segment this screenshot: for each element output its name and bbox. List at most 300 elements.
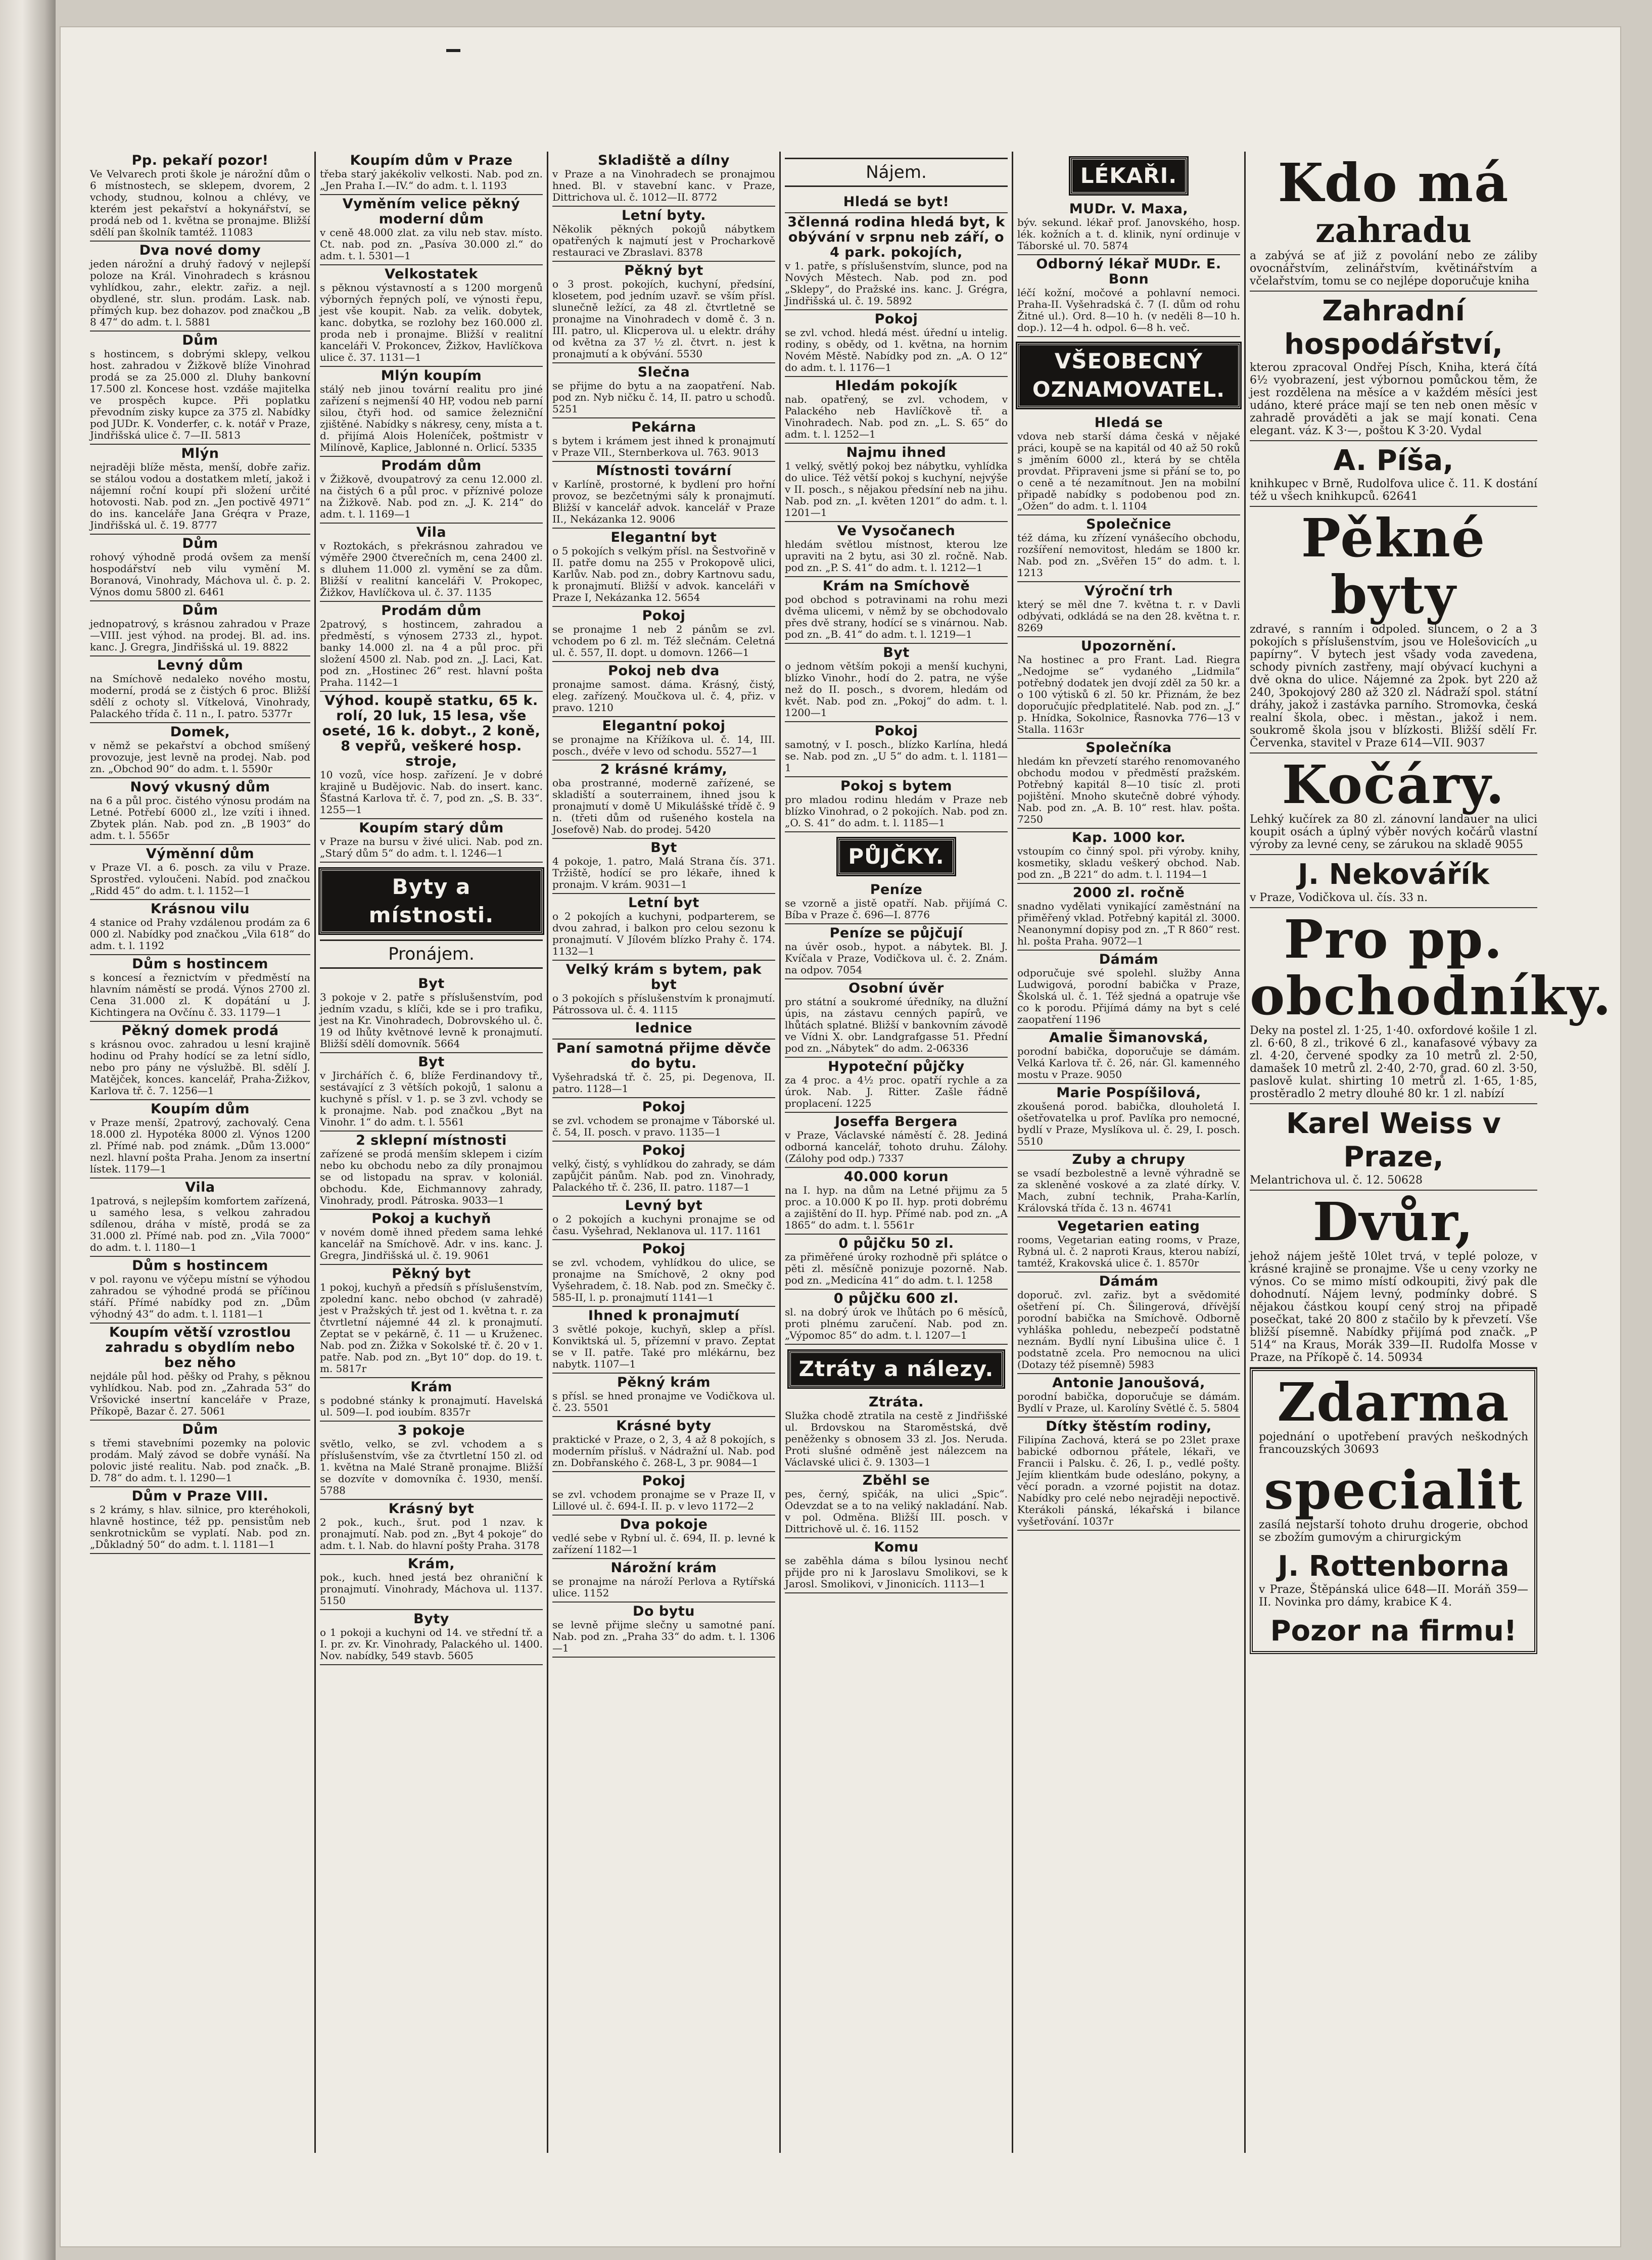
classified-ad <box>1017 739 1240 829</box>
ad-headline: Dům <box>182 1422 218 1437</box>
classified-ad <box>90 845 310 900</box>
ad-body: hledám světlou místnost, kterou lze upraviti na 2 bytu, asi 30 zl. ročně. Nab. pod zn. „P. S. 41“ do adm. t. l. 1212—1 <box>785 538 1008 574</box>
ad-headline: Pokoj neb dva <box>608 663 720 679</box>
ad-headline: Mlýn <box>181 446 219 461</box>
section-header-byty <box>320 869 543 933</box>
ad-headline: Karel Weiss v Praze, <box>1286 1107 1501 1173</box>
column-4-ads <box>785 193 1008 1593</box>
classified-ad <box>552 717 775 761</box>
ad-body: se levně přijme slečny u samotné paní. Nab. pod zn. „Praha 33“ do adm. t. l. 1306—1 <box>552 1619 775 1654</box>
classified-ad <box>552 152 775 207</box>
classified-ad <box>320 195 543 265</box>
classified-ad <box>1017 515 1240 582</box>
ad-body: 2 pok., kuch., šrut. pod 1 nzav. k pronajmutí. Nab. pod zn. „Byt 4 pokoje“ do adm. t. l. Nab. do hlavní pošty Praha. 3178 <box>320 1516 543 1551</box>
classified-ad <box>320 265 543 367</box>
ad-body: kterou zpracoval Ondřej Písch, Kniha, která čítá 6½ vyobrazení, jest výbornou pomůckou těm, že jest rozdělena na měsíce a v každém měsíci jest udáno, které práce mají se ten neb onen měsíc v zahradě prováděti a jak se mají konati. Cena elegant. váz. K 3·—, poštou K 3·20. Vydal <box>1250 361 1537 437</box>
ad-body: v ceně 48.000 zlat. za vilu neb stav. místo. Ct. nab. pod zn. „Pasíva 30.000 zl.“ do adm. t. l. 5301—1 <box>320 226 543 262</box>
ad-headline: Pěkný byt <box>392 1266 471 1282</box>
ad-body: se pronajme na nároží Perlova a Rytířská ulice. 1152 <box>552 1575 775 1599</box>
ad-body: na Smíchově nedaleko nového mostu, moderní, prodá se z čistých 6 proc. Bližší sdělí z ochoty sl. Vítkelová, Vinohrady, Palackého třída č. 11 n., I. patro. 5377r <box>90 673 310 720</box>
ad-headline: Pokoj <box>642 1143 686 1158</box>
ad-headline: Slečna <box>637 364 690 380</box>
classified-ad <box>90 1100 310 1179</box>
classified-ad <box>1017 1084 1240 1151</box>
ad-body: se vzorně a jistě opatří. Nab. přijímá C. Bíba v Praze č. 696—I. 8776 <box>785 897 1008 921</box>
ad-headline: Hledám pokojík <box>835 378 958 394</box>
ad-headline: Dům s hostincem <box>132 956 268 972</box>
ad-headline: J. Nekovářík <box>1297 858 1489 891</box>
ad-headline: Krám, <box>407 1556 455 1572</box>
ad-headline: Nový vkusný dům <box>130 779 270 795</box>
section-header-lekari <box>1017 158 1240 194</box>
ad-headline: Najmu ihned <box>846 445 947 460</box>
classified-ad <box>785 1393 1008 1472</box>
ad-body: v novém domě ihned předem sama lehké kancelář na Smíchově. Adr. v ins. kanc. J. Gregra, Jindřišská ul. č. 19. 9061 <box>320 1226 543 1261</box>
ad-body: 3 pokoje v 2. patře s příslušenstvím, pod jedním vzadu, s klíči, kde se i pro trafiku, jest na Kr. Vinohradech, Dobrovského ul. č. 19 od lhůty květnové levně k pronajmutí. Bližší sdělí domovník. 5664 <box>320 991 543 1050</box>
ad-headline: 0 půjčku 50 zl. <box>838 1236 954 1251</box>
ad-headline: Nárožní krám <box>610 1560 717 1576</box>
ad-body: 2patrový, s hostincem, zahradou a předměstí, s výnosem 2733 zl., hypot. banky 14.000 zl. na 4 a půl proc. při složení 4500 zl. Nab. pod zn. „J. Laci, Kat. pod zn. „Hostinec 26“ rest. hlavní pošta Praha. 1142—1 <box>320 618 543 688</box>
ad-headline: Zdarma <box>1277 1371 1510 1433</box>
ad-headline: Peníze <box>870 882 923 898</box>
ad-body: pes, černý, spičák, na ulici „Spic“. Odevzdat se a to na veliký nakladání. Nab. v pol. Odměna. Bližší III. posch. v Dittrichově ul. č. 16. 1152 <box>785 1488 1008 1535</box>
ad-headline: Kap. 1000 kor. <box>1071 830 1186 845</box>
ad-body: zasílá nejstarší tohoto druhu drogerie, obchod se zbožím gumovým a chirurgickým <box>1259 1519 1528 1544</box>
ad-body: o 1 pokoji a kuchyni od 14. ve střední tř. a I. pr. zv. Kr. Vinohrady, Palackého ul. 1400. Nov. nabídky, 549 stavb. 5605 <box>320 1626 543 1662</box>
display-ad <box>1250 754 1537 855</box>
classified-ad <box>552 1098 775 1142</box>
ad-body: nejdále půl hod. pěšky od Prahy, s pěknou vyhlídkou. Nab. pod zn. „Zahrada 53“ do Vršovické insertní kanceláře v Praze, Příkopě, Bazar č. 27. 5061 <box>90 1370 310 1417</box>
classified-ad <box>1017 637 1240 739</box>
ad-body: v němž se pekařství a obchod smíšený provozuje, jest levně na prodej. Nab. pod zn. „Obchod 90“ do adm. t. l. 5590r <box>90 739 310 775</box>
ad-body: Filipína Zachová, která se po 23let praxe babické odbornou přátele, lékaři, ve Francii i Palsku. č. 26, I. p., vedlé pošty. Jejím klientkám bude odesláno, pokyny, a věcí poradn. a vzorné pojistit na dotaz. Nabídky pro celé nebo nejraději nepoctivě. Kterákoli pánská, lékařská i bilance vyšetřování. 1037r <box>1017 1434 1240 1527</box>
column-5 <box>1013 152 1246 2153</box>
section-title: PŮJČKY. <box>838 838 954 875</box>
ad-headline: Byty <box>413 1611 449 1627</box>
classified-ad <box>1017 1418 1240 1531</box>
ad-body: v Praze VI. a 6. posch. za vilu v Praze. Sprostřed. vyloučeni. Nabíd. pod značkou „Ridd 45“ do adm. t. l. 1152—1 <box>90 861 310 897</box>
column-3 <box>548 152 781 2153</box>
ad-body: Melantrichova ul. č. 12. 50628 <box>1250 1174 1423 1187</box>
ad-headline: Antonie Janoušová, <box>1052 1375 1205 1391</box>
ad-headline: Pp. pekaří pozor! <box>131 153 269 168</box>
ad-headline: Domek, <box>170 724 230 740</box>
classified-ad <box>552 761 775 839</box>
classified-ad <box>785 1472 1008 1538</box>
ad-body: v Praze na bursu v živé ulici. Nab. pod zn. „Starý dům 5“ do adm. t. l. 1246—1 <box>320 835 543 859</box>
classified-ad <box>320 1132 543 1210</box>
ad-body: vstoupím co činný spol. při výroby. knihy, kosmetiky, skladu veškerý obchod. Nab. pod zn. „B 221“ do adm. t. l. 1194—1 <box>1017 845 1240 880</box>
ad-body: jednopatrový, s krásnou zahradou v Praze—VIII. jest výhod. na prodej. Bl. ad. ins. kanc. J. Gregra, Jindřišská ul. 19. 8822 <box>90 618 310 653</box>
ad-headline: Pokoj <box>642 1473 686 1489</box>
ad-body: Vyšehradská tř. č. 25, pi. Degenova, II. patro. 1128—1 <box>552 1071 775 1095</box>
ad-body: rohový výhodně prodá ovšem za menší hospodářství neb vilu vymění M. Boranová, Vinohrady, Máchova ul. č. p. 2. Výnos domu 5800 zl. 6461 <box>90 551 310 598</box>
classified-ad <box>552 418 775 462</box>
classified-ad <box>1017 829 1240 884</box>
ad-headline: Letní byt <box>628 895 699 911</box>
ad-body: o 3 prost. pokojích, kuchyní, předsíní, klosetem, pod jedním uzavř. se vším přísl. slunečně ležící, za 48 zl. čtvrtletně se pronajme na Vinohradech v domě č. 3 n. III. patro, ul. Klicperova ul. u elektr. dráhy od května za 37 ½ zl. čtvrt. n. jest k pronajmutí a k obývání. 5530 <box>552 278 775 360</box>
ad-headline: A. Píša, <box>1333 444 1454 477</box>
section-title: Byty a místnosti. <box>320 869 543 933</box>
ad-body: se zvl. vchodem pronajme se v Praze II, v Lillové ul. č. 694-I. II. p. v levo 1172—2 <box>552 1488 775 1512</box>
ad-body: vdova neb starší dáma česká v nějaké práci, koupě se na kapitál od 40 až 50 roků s jměním 6000 zl., která by se chtěla provdat. Připraveni jsme si přání se to, po o ceně a té nezamítnout. Jen na mobilní připadě nabídky s podobenou pod zn. „Ožen“ do adm. t. l. 1104 <box>1017 430 1240 512</box>
display-ad <box>1250 1612 1537 1654</box>
classified-ad <box>320 1610 543 1665</box>
ad-headline: Velký krám s bytem, pak byt <box>565 962 762 993</box>
ad-body: 4 pokoje, 1. patro, Malá Strana čís. 371. Tržiště, hodící se pro lékaře, ihned k pronajm. V krám. 9031—1 <box>552 855 775 890</box>
ad-body: snadno vydělati vynikající zaměstnání na přiměřený vklad. Potřebný kapitál zl. 3000. Neanonymní dopisy pod zn. „T R 860“ rest. hl. pošta Praha. 9072—1 <box>1017 900 1240 947</box>
section-title: Ztráty a nálezy. <box>789 1351 1004 1387</box>
ad-headline: Vila <box>185 1180 215 1195</box>
ad-body: se zaběhla dáma s bílou lysinou nechť přijde pro ni k Jaroslavu Smolikovi, se k Jarosl. Smolikovi, v Jinonicích. 1113—1 <box>785 1555 1008 1590</box>
classified-ad <box>90 332 310 445</box>
ad-headline: Dámám <box>1099 952 1159 967</box>
ad-headline: Byt <box>418 1054 445 1070</box>
ad-headline: Místnosti tovární <box>596 463 732 479</box>
ad-body: světlo, velko, se zvl. vchodem a s příslušenstvím, vše za čtvrtletní 150 zl. od 1. května na Malé Straně pronajme. Bližší se dozvíte v domovníka č. 1930, menší. 5788 <box>320 1438 543 1496</box>
classified-ad <box>1017 1374 1240 1418</box>
ad-body: se pronajme 1 neb 2 pánům se zvl. vchodem po 6 zl. m. Též slečnám. Celetná ul. č. 557, II. dopt. u domovn. 1266—1 <box>552 623 775 658</box>
ad-headline: Dva pokoje <box>620 1517 708 1532</box>
ad-headline: Krám na Smíchově <box>822 578 970 594</box>
classified-ad <box>785 838 1008 875</box>
ad-headline: 0 půjčku 600 zl. <box>833 1291 959 1306</box>
ad-body: v Praze, Vodičkova ul. čís. 33 n. <box>1250 891 1428 904</box>
classified-ad <box>552 462 775 529</box>
classified-ad <box>552 1019 775 1040</box>
ad-headline: Prodám dům <box>381 603 482 619</box>
classified-ad <box>320 1378 543 1422</box>
classified-ad <box>552 1472 775 1516</box>
classified-ad <box>320 457 543 524</box>
ad-headline: Odborný lékař MUDr. E. Bonn <box>1036 256 1221 287</box>
ad-body: vedlé sebe v Rybní ul. č. 694, II. p. levné k zařízení 1182—1 <box>552 1532 775 1556</box>
classified-ad <box>785 1290 1008 1345</box>
classified-ad <box>552 1142 775 1197</box>
ad-headline: Kočáry. <box>1282 754 1505 816</box>
classified-ad <box>785 777 1008 832</box>
ad-body: porodní babička, doporučuje se dámám. Bydlí v Praze, ul. Karolíny Světlé č. 5. 5804 <box>1017 1390 1240 1414</box>
classified-ad <box>1017 200 1240 255</box>
ad-body: porodní babička, doporučuje se dámám. Velká Karlova tř. č. 26, nár. Gl. kamenného mostu v Praze. 9050 <box>1017 1045 1240 1080</box>
ad-body: v Jirchářích č. 6, blíže Ferdinandovy tř., sestávající z 3 větších pokojů, 1 salonu a kuchyně s přísl. v 1. p. se 3 zvl. vchody se k pronajme. Nab. pod značkou „Byt na Vinohr. 1“ do adm. t. l. 5561 <box>320 1069 543 1128</box>
ad-headline: Dům s hostincem <box>132 1258 268 1274</box>
ad-body: pojednání o upotřebení pravých neškodných francouzských 30693 <box>1259 1431 1528 1456</box>
classified-ad <box>320 1265 543 1378</box>
ad-headline: Upozornění. <box>1080 638 1177 654</box>
ad-headline: Komu <box>874 1539 919 1555</box>
ad-body: v Praze, Václavské náměstí č. 28. Jediná odborná kancelář, tohoto druhu. Zálohy. (Zálohy pod odp.) 7337 <box>785 1129 1008 1164</box>
ad-body: Několik pěkných pokojů nábytkem opatřených k najmutí jest v Procharkově restauraci ve Zbraslavi. 8378 <box>552 223 775 258</box>
classified-ad <box>785 924 1008 979</box>
ad-headline: Dámám <box>1099 1274 1159 1289</box>
classified-ad <box>320 1555 543 1610</box>
classified-ad <box>1017 1029 1240 1084</box>
ad-body: též dáma, ku zřízení vynášecího obchodu, rozšíření nemovitost, hledám se 1800 kr. Nab. pod zn. „Svěřen 15“ do adm. t. l. 1213 <box>1017 532 1240 579</box>
classified-ad <box>90 1324 310 1421</box>
ad-headline: J. Rottenborna <box>1278 1550 1509 1583</box>
display-ad <box>1250 152 1537 292</box>
column-2 <box>316 152 548 2153</box>
ad-headline: Dům v Praze VIII. <box>131 1488 269 1504</box>
ad-body: odporučuje své spolehl. služby Anna Ludwigová, porodní babička v Praze, Školská ul. č. 1. Též sjedná a opatruje vše co k porodu. Přijímá dámy na byt s celé zaopatření 1196 <box>1017 967 1240 1025</box>
classified-ad <box>90 242 310 332</box>
ad-headline: Pěkný krám <box>617 1375 711 1390</box>
ad-headline: Pěkný domek prodá <box>121 1023 279 1039</box>
ad-headline: Levný dům <box>157 657 244 673</box>
ad-headline: Výroční trh <box>1084 583 1173 599</box>
ad-body: v Praze, Štěpánská ulice 648—II. Moráň 359—II. Novinka pro dámy, krabice K 4. <box>1259 1583 1528 1609</box>
classified-ad <box>785 1168 1008 1235</box>
ad-body: v Praze menší, 2patrový, zachovalý. Cena 18.000 zl. Hypotéka 8000 zl. Výnos 1200 zl. Přímé nab. pod známk. „Dům 13.000“ nezl. hlavní pošta Praha. Jenom za insertní lístek. 1179—1 <box>90 1116 310 1175</box>
ad-body: jehož nájem ještě 10let trvá, v teplé poloze, v krásné krajině se pronajme. Vše u ceny vzorky ne výnos. Co se mimo místí odkoupiti, živý pak dle dohodnutí. Nájem levný, podmínky dobré. S nějakou částkou koupí cený stroj na připadě posečkat, také 20 800 z stačilo by k převzetí. Vše bližší písemně. Nabídky přijímá pod značk. „P 514“ na Kraus, Morák 339—II. Rudolfa Mosse v Praze, na Příkopě č. 14. 50934 <box>1250 1250 1537 1364</box>
ad-headline: Marie Pospíšilová, <box>1056 1085 1201 1101</box>
ad-headline: Krám <box>410 1379 452 1395</box>
ad-body: na úvěr osob., hypot. a nábytek. Bl. J. Kvíčala v Praze, Vodičkova ul. č. 2. Znám. na odpov. 7054 <box>785 940 1008 976</box>
classified-ad <box>1017 255 1240 337</box>
display-ad <box>1250 1104 1537 1191</box>
ad-body: léčí kožní, močové a pohlavní nemoci. Praha-II. Vyšehradská č. 7 (I. dům od rohu Žitné ul.). Ord. 8—10 h. (v neděli 8—10 h. dop.). 12—4 h. odpol. 6—8 h. več. <box>1017 287 1240 334</box>
classified-ad <box>785 193 1008 213</box>
classified-ad <box>1017 1217 1240 1273</box>
ad-headline: Krásné byty <box>616 1418 712 1434</box>
ad-headline: Dům <box>182 536 218 551</box>
classified-ad <box>320 1053 543 1132</box>
classified-ad <box>1017 343 1240 408</box>
ad-headline: Mlýn koupím <box>381 368 482 384</box>
classified-ad <box>1017 951 1240 1029</box>
ad-headline: Krásnou vilu <box>150 901 250 917</box>
classified-ad <box>320 975 543 1053</box>
classified-ad <box>1017 1273 1240 1374</box>
classified-ad <box>320 602 543 692</box>
classified-ad <box>320 524 543 602</box>
display-ad <box>1250 1547 1537 1612</box>
classified-ad <box>785 377 1008 444</box>
section-title: Nájem. <box>785 158 1008 187</box>
ad-headline: Zuby a chrupy <box>1072 1152 1186 1167</box>
ad-body: s přísl. se hned pronajme ve Vodičkova ul. č. 23. 5501 <box>552 1390 775 1414</box>
classified-ad <box>90 535 310 601</box>
ad-body: na I. hyp. na dům na Letné přijmu za 5 proc. a 10.000 K po II. hyp. proti dobrému a zajištění do II. hyp. Přímé nab. pod zn. „A 1865“ do adm. t. l. 5561r <box>785 1184 1008 1231</box>
ad-body: 1 pokoj, kuchyň a předsíň s příslušenstvím, zpolední kanc. nebo obchod (v zahradě) jest v Pražských tř. jest od 1. května t. r. za čtvrtletní nájemné 44 zl. k pronajmutí. Zeptat se v pekárně, č. 11 — u Kruženec. Nab. pod zn. Žižka v Sokolské tř. č. 20 v 1. patře. Nab. pod zn. „Byt 10“ dop. do 19. t. m. 5817r <box>320 1281 543 1375</box>
ad-body: 1 velký, světlý pokoj bez nábytku, vyhlídka do ulice. Též větší pokoj s kuchyní, nejvýše v II. posch., s nějakou předsíní neb na jihu. Nab. pod zn. „I. květen 1201“ do adm. t. l. 1201—1 <box>785 460 1008 519</box>
ad-headline: Vegetarien eating <box>1057 1218 1200 1234</box>
ad-body: o 2 pokojích a kuchyni, podparterem, se dvou zahrad, i balkon pro celou sezonu k pronajmutí. V Jílovém blízko Prahy č. 174. 1132—1 <box>552 910 775 957</box>
classified-ad <box>785 444 1008 522</box>
ad-body: 1patrová, s nejlepším komfortem zařízená, u samého lesa, s velkou zahradou sdílenou, dráha v místě, prodá se za 31.000 zl. Přímé nab. pod zn. „Vila 7000“ do adm. t. l. 1180—1 <box>90 1195 310 1253</box>
classified-ad <box>785 644 1008 722</box>
ad-body: se zvl. vchodem se pronajme v Táborské ul. č. 54, II. posch. v pravo. 1135—1 <box>552 1114 775 1138</box>
ad-headline: lednice <box>635 1020 693 1036</box>
ad-body: stálý neb jinou tovární realitu pro jiné zařízení s nejmenší 40 HP, vodou neb parní silou, čtyři hod. od samice železniční zjištěné. Nabídky s nákresy, ceny, místa a t. d. přijímá Alois Holeníček, poštmistr v Milínově, Kaplice, Jablonné n. Orlicí. 5335 <box>320 383 543 453</box>
ad-headline: Elegantní byt <box>610 530 717 545</box>
display-ad <box>1250 855 1537 908</box>
column-5-ads <box>1017 200 1240 1531</box>
ad-body: pro mladou rodinu hledám v Praze neb blízko Vinohrad, o 2 pokojích. Nab. pod zn. „O. S. 41“ do adm. t. l. 1185—1 <box>785 793 1008 829</box>
ad-body: se vsadí bezbolestně a levně výhradně se za skleněné voskové a za zlaté dírky. V. Mach, zubní technik, Praha-Karlín, Královská třída č. 13 n. 46741 <box>1017 1167 1240 1214</box>
classified-ad <box>552 1240 775 1307</box>
display-ad <box>1250 1459 1537 1547</box>
classified-ad <box>785 881 1008 924</box>
display-ad <box>1250 1191 1537 1368</box>
ad-body: knihkupec v Brně, Rudolfova ulice č. 11. K dostání též u všech knihkupců. 62641 <box>1250 478 1537 503</box>
column-1 <box>86 152 316 2153</box>
ad-headline: Společnice <box>1086 516 1171 532</box>
ad-body: pod obchod s potravinami na rohu mezi dvěma ulicemi, v němž by se obchodovalo přes dvě strany, hodící se s vinárnou. Nab. pod zn. „B. 41“ do adm. t. l. 1219—1 <box>785 593 1008 640</box>
ad-body: 3 světlé pokoje, kuchyň, sklep a přísl. Konviktská ul. 5, přízemní v pravo. Zeptat se v II. patře. Také pro mlékárnu, bez nabytk. 1107—1 <box>552 1323 775 1370</box>
ad-body: na 6 a půl proc. čistého výnosu prodám na Letné. Potřebí 6000 zl., lze vzíti i ihned. Zbytek plán. Nab. pod zn. „B 1903“ do adm. t. l. 5565r <box>90 794 310 841</box>
column-4 <box>781 152 1013 2153</box>
classified-ad <box>785 1235 1008 1290</box>
classified-ad <box>1017 1151 1240 1217</box>
ad-body: o 2 pokojích a kuchyni pronajme se od času. Vyšehrad, Neklanova ul. 117. 1161 <box>552 1213 775 1237</box>
ad-body: v 1. patře, s příslušenstvím, slunce, pod na Nových Městech. Nab. pod zn. pod „Sklepy“, do Pražské ins. kanc. J. Grégra, Jindřišská ul. č. 19. 5892 <box>785 260 1008 307</box>
classified-ad <box>552 894 775 961</box>
classified-ad <box>90 445 310 535</box>
classified-ad <box>785 722 1008 777</box>
ad-body: Na hostinec a pro Frant. Lad. Riegra „Nedojme se“ vydaného „Lidmila“ potřebný dodatek jen dvojí zděl za 50 kr. a o 100 výtisků 6 zl. 50 kr. Přiznám, že bez doporučujíc předplatitelé. Nab. pod zn. „J.“ p. Hnídka, Sokolnice, Řasnovka 776—13 v Stalla. 1163r <box>1017 653 1240 735</box>
ad-headline: Ve Vysočanech <box>837 523 956 539</box>
ad-headline: Elegantní pokoj <box>602 718 726 734</box>
ad-headline: Výměnní dům <box>146 846 255 862</box>
classified-ad <box>90 656 310 723</box>
classified-ad <box>552 529 775 607</box>
ad-body: s krásnou ovoc. zahradou u lesní krajině hodinu od Prahy hodící se za letní sídlo, nebo pro pány ne výslužbě. Bl. sdělí J. Matějček, konces. kancelář, Praha-Žižkov, Karlova tř. č. 7. 1256—1 <box>90 1038 310 1097</box>
ad-headline: Byt <box>883 645 910 661</box>
display-ad <box>1250 292 1537 441</box>
classified-ad <box>785 1113 1008 1168</box>
section-title: VŠEOBECNÝ OZNAMOVATEL. <box>1017 343 1240 408</box>
ad-body: se zvl. vchodem, vyhlídkou do ulice, se pronajme na Smíchově, 2 okny pod Vyšehradem, č. 18. Nab. pod zn. Smečky č. 585-II, l. p. pronajmutí 1141—1 <box>552 1256 775 1303</box>
ad-body: o 5 pokojích s velkým přísl. na Šestvořině v II. patře domu na 255 v Prokopově ulici, Karlův. Nab. pod zn., dobry Kartnovu sadu, k pronajmutí. Bližší v advok. kanceláři v Praze I, Nekázanka 12. 5654 <box>552 545 775 603</box>
classified-ad <box>90 1179 310 1257</box>
ad-headline: Pro pp. obchodníky. <box>1250 908 1612 1027</box>
ad-body: nejraději blíže města, menší, dobře zařiz. se stálou vodou a dostatkem mletí, jakož i nájemní roční koupí při složení určité hotovosti. Nab. pod zn. „Jen poctivě 4971“ do ins. kanceláře Jana Gréqra v Praze, Jindřišská ul. č. 19. 8777 <box>90 461 310 531</box>
ad-headline: Dům <box>182 333 218 348</box>
ad-body: zařízené se prodá menším sklepem i cizím nebo ku obchodu nebo za díly pronajmou se od listopadu na sprav. v koloniál. obchodu. Kde, Eichmannovy zahrady, Vinohrady, prodl. Pátroska. 9033—1 <box>320 1148 543 1206</box>
ad-body: v Žižkově, dvoupatrový za cenu 12.000 zl. na čistých 6 a půl proc. v příznivé poloze na Žižkově. Nab. pod zn. „J. K. 214“ do adm. t. l. 1169—1 <box>320 473 543 520</box>
classified-ad <box>785 1538 1008 1593</box>
classified-ad <box>552 1559 775 1603</box>
ad-body: v Praze a na Vinohradech se pronajmou hned. Bl. v stavební kanc. v Praze, Dittrichova ul. č. 1012—II. 8772 <box>552 168 775 203</box>
classified-ad <box>785 1058 1008 1113</box>
ad-headline: Osobní úvěr <box>848 980 944 996</box>
classified-ad <box>320 692 543 819</box>
ad-body: doporuč. zvl. zařiz. byt a svědomité ošetření pí. Ch. Šilingerová, dřívější porodní babička na Smíchově. Odborně vyhláška pohledu, nebezpečí podstatně neznám. Bydlí nyní Libušina ulice č. 1 podstatně zcela. Pro nemocnou na ulici (Dotazy též písemně) 5983 <box>1017 1289 1240 1371</box>
ad-body: v Karlíně, prostorné, k bydlení pro hořní provoz, se bezčetnými sály k pronajmutí. Bližší v kancelář advok. kancelář v Praze II., Nekázanka 12. 9006 <box>552 478 775 525</box>
classified-ad <box>90 152 310 242</box>
ad-body: zdravé, s ranním i odpoled. sluncem, o 2 a 3 pokojích s příslušenstvím, jsou ve Holešovicích „u papírny“. V bytech jest všady voda zavedena, schody pivních zastřeny, mají obývací kuchyni a dvě okna do ulice. Nájemné za 2pok. byt 220 až 240, 3pokojový 280 až 320 zl. Nádraží spol. státní dráhy, jakož i zastávka parního. Stromovka, česká realní škola, obec. i městan., jakož i nem. soukromě škola jsou v blízkosti. Bližší sdělí Fr. Červenka, stavitel v Praze 614—VII. 9037 <box>1250 623 1537 749</box>
ad-headline: Amalie Šimanovská, <box>1049 1030 1209 1046</box>
ad-headline: Koupím dům <box>150 1101 250 1117</box>
ad-body: Lehký kučírek za 80 zl. zánovní landauer na ulici koupit osách a úplný výběr nových kočárů vlastní výroby za levné ceny, se zárukou na skladě 9055 <box>1250 813 1537 851</box>
ad-body: praktické v Praze, o 2, 3, 4 až 8 pokojích, s moderním přísluš. v Nádražní ul. Nab. pod zn. Dobřanského č. 268-L, 3 pr. 9084—1 <box>552 1433 775 1469</box>
ad-headline: Prodám dům <box>381 458 482 474</box>
ad-headline: Peníze se půjčují <box>829 925 963 941</box>
classified-ad <box>552 1197 775 1240</box>
ad-headline: Společníka <box>1085 740 1172 756</box>
ad-headline: Pěkný byt <box>624 263 703 278</box>
classified-ad <box>320 152 543 195</box>
ad-headline: Hledá se <box>1094 415 1163 431</box>
classified-ad <box>90 1257 310 1324</box>
ad-headline: Byt <box>650 840 677 856</box>
classified-ad <box>552 1374 775 1417</box>
ad-body: který se měl dne 7. května t. r. v Davli odbývati, odkládá se na den 28. května t. r. 8269 <box>1017 598 1240 634</box>
classified-ad <box>1017 414 1240 515</box>
ad-headline: Pokoj s bytem <box>840 778 953 794</box>
column-6 <box>1246 152 1612 2153</box>
ad-body: samotný, v I. posch., blízko Karlína, hledá se. Nab. pod zn. „U 5“ do adm. t. l. 1181—1 <box>785 738 1008 774</box>
ad-headline: Ihned k pronajmutí <box>588 1308 740 1324</box>
ad-headline: Paní samotná přijme děvče do bytu. <box>556 1041 771 1071</box>
ad-body: o 3 pokojích s příslušenstvím k pronajmutí. Pátrossova ul. č. 4. 1115 <box>552 992 775 1016</box>
classified-ad <box>552 1040 775 1098</box>
ad-headline: Velkostatek <box>385 266 478 282</box>
classified-ad <box>552 363 775 418</box>
classified-ad <box>785 577 1008 644</box>
ad-body: sl. na dobrý úrok ve lhůtách po 6 měsíců, proti plnému zaručení. Nab. pod zn. „Výpomoc 85“ do adm. t. l. 1207—1 <box>785 1306 1008 1341</box>
ad-body: pro státní a soukromé úředníky, na dlužní úpis, na zástavu cenných papírů, ve lhůtách splatné. Bližší v bankovním závodě ve Vídni X. obr. Landgrafgasse 51. Přední pod zn. „Nábytek“ do adm. 2-06336 <box>785 996 1008 1054</box>
ad-body: hledám kn převzetí starého renomovaného obchodu modou v předměstí pražském. Potřebný kapitál 8—10 tisíc zl. proti pojištění. Mnoho skutečně dobré výhody. Nab. pod zn. „A. B. 10“ rest. hlav. pošta. 7250 <box>1017 755 1240 825</box>
ad-body: jeden nárožní a druhý řadový v nejlepší poloze na Král. Vinohradech s krásnou vyhlídkou, zahr., elektr. zařiz. a nejl. obydlené, str. slun. prodám. Lask. nab. přímých kup. bez dohazov. pod značkou „B 8 47“ do adm. t. l. 5881 <box>90 258 310 328</box>
ad-headline: Ztráta. <box>869 1394 924 1410</box>
ad-body: za 4 proc. a 4½ proc. opatří rychle a za úrok. Nab. J. Ritter. Zašle řádně proplacení. 1225 <box>785 1074 1008 1109</box>
ad-body: Ve Velvarech proti škole je nárožní dům o 6 místnostech, se sklepem, dvorem, 2 vchody, studnou, kolnou a chlévy, ve kterém jest pekařství a hokynářství, se prodá neb od 1. května se pronajme. Bližší sdělí pan školník tamtéž. 11083 <box>90 168 310 238</box>
print-mark <box>446 49 460 52</box>
ad-headline: Hledá se byt! <box>843 194 950 210</box>
ad-headline: 3členná rodina hledá byt, k obývání v srpnu neb září, o 4 park. pokojích, <box>787 214 1005 260</box>
ad-headline: Pokoj <box>642 608 686 624</box>
classified-ad <box>785 979 1008 1058</box>
classified-ad <box>320 1210 543 1265</box>
ad-body: pronajme samost. dáma. Krásný, čistý, eleg. zařízený. Moučkova ul. č. 4, přiz. v pravo. 1210 <box>552 678 775 714</box>
classified-ad <box>552 839 775 894</box>
ad-headline: Pěkné byty <box>1301 507 1486 626</box>
ad-headline: specialit <box>1264 1459 1523 1521</box>
page-fold <box>0 0 56 2260</box>
ad-body: s bytem i krámem jest ihned k pronajmutí v Praze VII., Sternberkova ul. 763. 9013 <box>552 435 775 458</box>
ad-headline: Zahradní hospodářství, <box>1284 295 1503 361</box>
classified-ad <box>552 1417 775 1472</box>
ad-headline: Skladiště a dílny <box>598 153 730 168</box>
ad-body: Deky na postel zl. 1·25, 1·40. oxfordové košile 1 zl. zl. 6·60, 8 zl., trikové 6 zl., kanafasové výbavy za zl. 4·20, červené spodky za 10 metrů zl. 2·50, damašek 10 metrů zl. 2·40, 2·70, grad. 60 zl. 3·50, paslově kulat. shirting 10 metrů zl. 1·65, 1·85, prostěradlo 2 metry dlouhé 80 kr. 1 zl. nabízí <box>1250 1024 1537 1100</box>
subsection-title: Pronájem. <box>320 939 543 969</box>
section-header-najem <box>785 158 1008 187</box>
ad-body: s pěknou výstavností a s 1200 morgenů výborných řepných polí, ve výnosti řepu, jest vše koupit. Nab. za velik. dobytek, kanc. dobytka, se rozlohy bez 160.000 zl. proda neb i pronajme. Bližší v realitní kanceláři V. Prokoncev, Žižkov, Havlíčkova ulice č. 37. 1131—1 <box>320 281 543 363</box>
ad-body: se přijme do bytu a na zaopatření. Nab. pod zn. Nyb ničku č. 14, II. patro u schodů. 5251 <box>552 380 775 415</box>
ad-headline: Vila <box>416 525 447 540</box>
ad-body: o jednom větším pokoji a menší kuchyni, blízko Vinohr., hodí do 2. patra, ne výše než do II. posch., s dvorem, hledám od květ. Nab. pod zn. „Pokoj“ do adm. t. l. 1200—1 <box>785 660 1008 719</box>
classified-ad <box>90 723 310 778</box>
ad-body: s podobné stánky k pronajmutí. Havelská ul. 509—I. pod ioubím. 8357r <box>320 1394 543 1418</box>
classified-ad <box>90 778 310 845</box>
ad-body: velký, čistý, s vyhlídkou do zahrady, se dám zapůjčit pánům. Nab. pod zn. Vinohrady, Palackého tř. č. 236, II. patro. 1187—1 <box>552 1158 775 1193</box>
classified-ad <box>552 961 775 1019</box>
ad-body: třeba starý jakékoliv velkosti. Nab. pod zn. „Jen Praha I.—IV.“ do adm. t. l. 1193 <box>320 168 543 192</box>
classified-ad <box>90 601 310 656</box>
classified-ad <box>785 1351 1008 1387</box>
classified-ad <box>552 607 775 662</box>
ad-body: rooms, Vegetarian eating rooms, v Praze, Rybná ul. č. 2 naproti Kraus, kterou nabízí, tamtéž, Krakovská ulice č. 1. 8570r <box>1017 1234 1240 1269</box>
ad-headline: Pekárna <box>631 419 696 435</box>
ad-headline: Zběhl se <box>862 1473 930 1488</box>
classified-ad <box>552 1603 775 1658</box>
ad-headline: Dítky štěstím rodiny, <box>1046 1419 1212 1434</box>
classified-ad <box>1017 582 1240 637</box>
ad-body: se zvl. vchod. hledá mést. úřední u intelig. rodiny, s obědy, od 1. května, na hornim Novém Městě. Nabídky pod zn. „A. O 12“ do adm. t. l. 1176—1 <box>785 326 1008 373</box>
